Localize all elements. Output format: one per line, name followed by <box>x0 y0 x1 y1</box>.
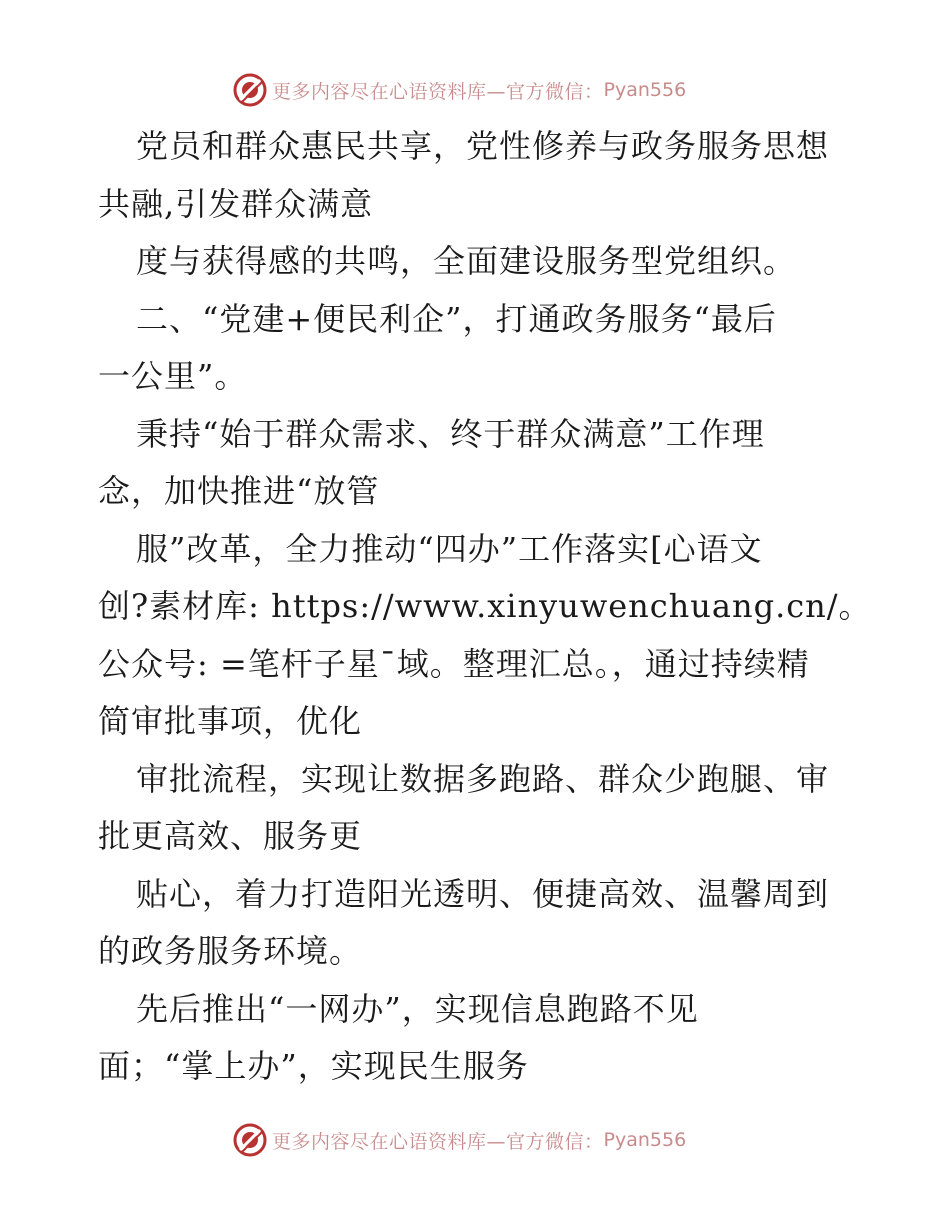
text-line: 二、“党建+便民利企”，打通政务服务“最后 <box>136 299 777 338</box>
text-line: 公众号: =笔杆子星¯域。整理汇总。，通过持续精 <box>98 644 810 683</box>
text-line: 念，加快推进“放管 <box>98 472 380 510</box>
brand-logo-icon <box>232 1122 268 1158</box>
text-line: 审批流程，实现让数据多跑路、群众少跑腿、审 <box>136 759 830 798</box>
footer-banner <box>232 1120 686 1160</box>
text-line: 创?素材库: https://www.xinyuwenchuang.cn/。 <box>98 587 872 625</box>
text-line: 服”改革，全力推动“四办”工作落实[心语文 <box>136 529 763 568</box>
banner-text: 更多内容尽在心语资料库—官方微信： <box>272 1130 604 1153</box>
text-line: 先后推出“一网办”，实现信息跑路不见 <box>136 989 699 1028</box>
brand-logo-icon <box>232 72 268 108</box>
text-line: 批更高效、服务更 <box>98 817 363 855</box>
banner-wechat-id: Pyan556 <box>603 1129 687 1151</box>
text-line: 一公里”。 <box>98 357 248 395</box>
text-line: 共融,引发群众满意 <box>98 184 374 223</box>
text-line: 的政务服务环境。 <box>98 932 363 970</box>
text-line: 度与获得感的共鸣，全面建设服务型党组织。 <box>136 242 797 280</box>
text-line: 党员和群众惠民共享，党性修养与政务服务思想 <box>136 127 830 165</box>
text-line: 简审批事项，优化 <box>98 702 363 740</box>
text-line: 秉持“始于群众需求、终于群众满意”工作理 <box>136 414 765 453</box>
document-body <box>98 118 872 1096</box>
text-line: 贴心，着力打造阳光透明、便捷高效、温馨周到 <box>136 874 830 913</box>
header-banner <box>232 70 686 110</box>
banner-wechat-id: Pyan556 <box>603 79 687 101</box>
text-line: 面；“掌上办”，实现民生服务 <box>98 1047 529 1085</box>
banner-text: 更多内容尽在心语资料库—官方微信： <box>272 80 604 103</box>
